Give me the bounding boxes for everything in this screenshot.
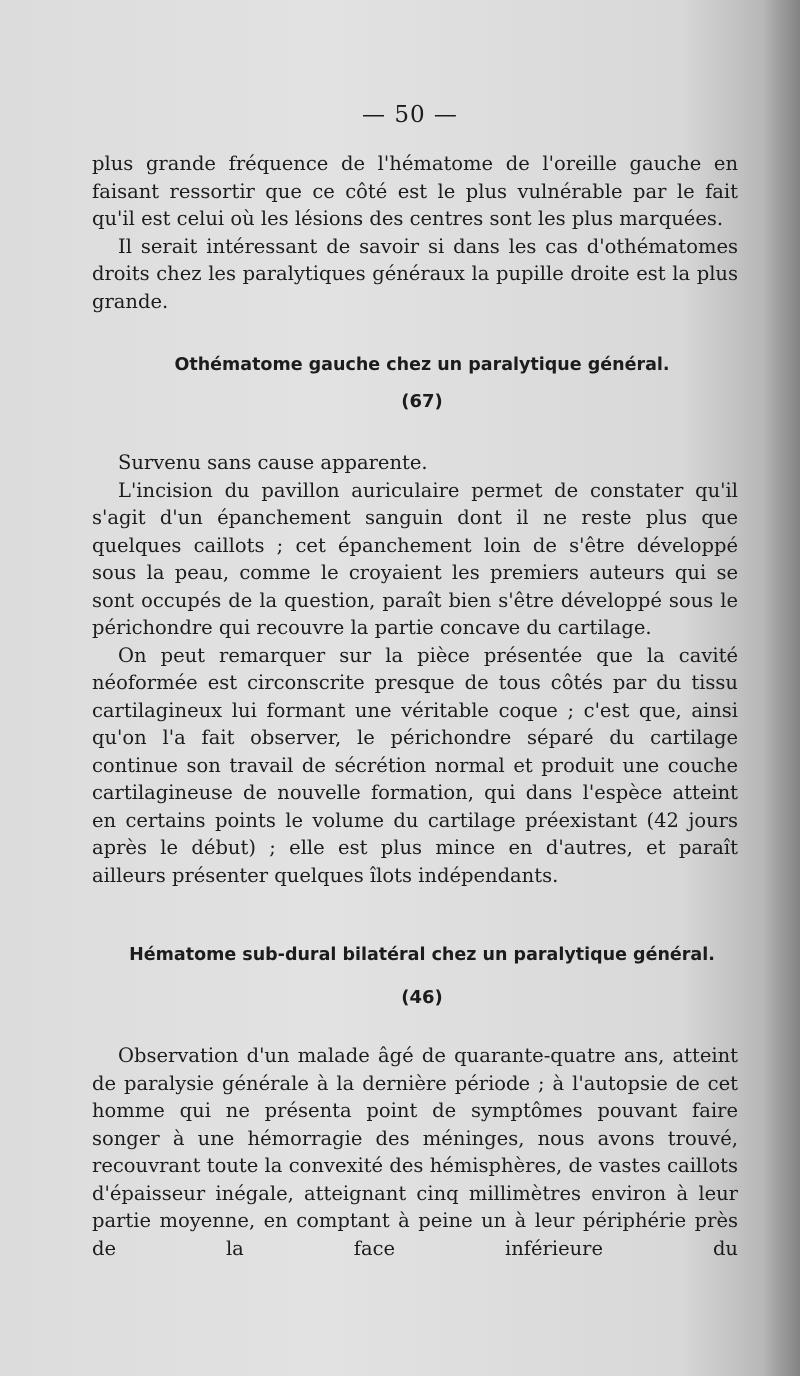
section-1-paragraph-2: L'incision du pavillon auriculaire permet de constater qu'il s'agit d'un épanchement sanguin dont il ne reste plus que quelques caillots ; cet épanchement loin de s'être développé sous la peau, comme le croyaient les premiers auteurs qui se sont occupés de la question, paraît bien s'être développé sous le périchondre qui recouvre la partie concave du cartilage. (92, 478, 738, 639)
section-1-number: (67) (401, 391, 443, 412)
section-2-text (92, 1042, 738, 1262)
page-number: — 50 — (362, 102, 458, 128)
section-2-paragraph-1: Observation d'un malade âgé de quarante-quatre ans, atteint de paralysie générale à la dernière période ; à l'autopsie de cet homme qui ne présenta point de symptômes pouvant faire songer à une hémorragie des méninges, nous avons trouvé, recouvrant toute la convexité des hémisphères, de vastes caillots d'épaisseur inégale, atteignant cinq millimètres environ à leur partie moyenne, en comptant à peine un à leur périphérie près de la face inférieure du (92, 1044, 738, 1260)
section-1-paragraph-1: Survenu sans cause apparente. (118, 451, 428, 474)
section-1-heading: Othématome gauche chez un paralytique général. (174, 355, 670, 375)
page-edge-shadow (762, 0, 800, 1376)
section-1-text (92, 449, 738, 889)
section-1-paragraph-3: On peut remarquer sur la pièce présentée que la cavité néoformée est circonscrite presque de tous côtés par du tissu cartilagineux lui formant une véritable coque ; c'est que, ainsi qu'on l'a fait observer, le périchondre séparé du cartilage continue son travail de sécrétion normal et produit une couche cartilagineuse de nouvelle formation, qui dans l'espèce atteint en certains points le volume du cartilage préexistant (42 jours après le début) ; elle est plus mince en d'autres, et paraît ailleurs présenter quelques îlots indépendants. (92, 643, 738, 887)
intro-paragraph-1: plus grande fréquence de l'hématome de l'oreille gauche en faisant ressortir que ce côté est le plus vulnérable par le fait qu'il est celui où les lésions des centres sont les plus marquées. (92, 152, 738, 230)
intro-paragraph-2: Il serait intéressant de savoir si dans les cas d'othématomes droits chez les paralytiques généraux la pupille droite est la plus grande. (92, 234, 738, 313)
section-2-number: (46) (401, 987, 443, 1008)
intro-text (92, 150, 738, 315)
section-2-heading: Hématome sub-dural bilatéral chez un paralytique général. (129, 945, 715, 965)
